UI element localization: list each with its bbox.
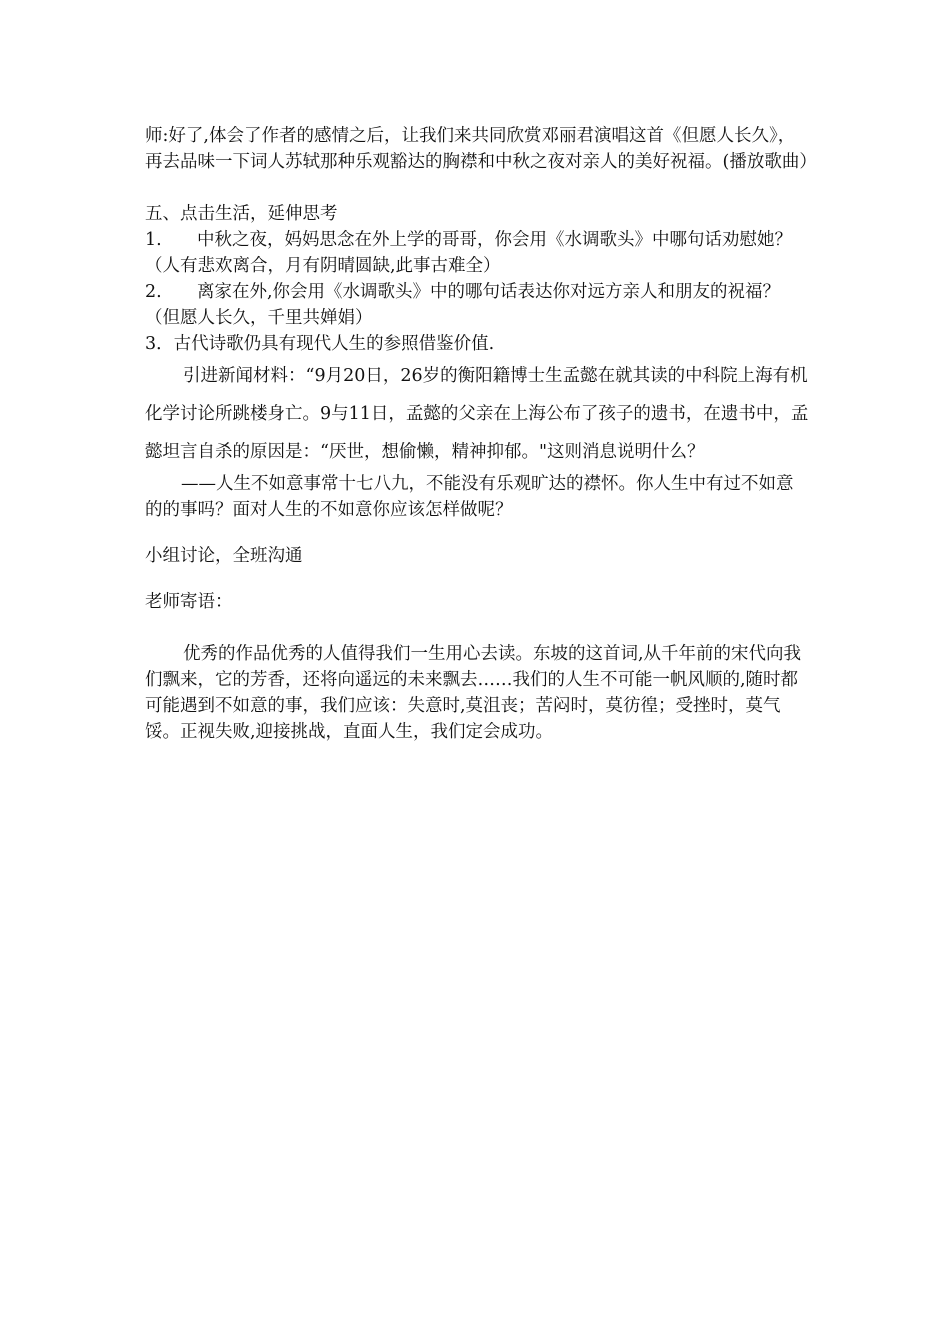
document-body <box>145 123 817 745</box>
question-1-text: 中秋之夜，妈妈思念在外上学的哥哥，你会用《水调歌头》中哪句话劝慰她？ <box>197 230 792 250</box>
question-2-number: 2. <box>145 282 162 302</box>
teacher-words-label: 老师寄语： <box>145 592 233 612</box>
reflection-paragraph: ——人生不如意事常十七八九，不能没有乐观旷达的襟怀。你人生中有过不如意的的事吗？面对人生的不如意你应该怎样做呢？ <box>145 474 794 520</box>
group-discussion: 小组讨论，全班沟通 <box>145 546 303 566</box>
question-1 <box>145 227 810 253</box>
section-heading: 五、点击生活，延伸思考 <box>145 204 338 224</box>
news-material: 引进新闻材料：“9月20日，26岁的衡阳籍博士生孟懿在就其读的中科院上海有机化学讨论所跳楼身亡。9与11日，孟懿的父亲在上海公布了孩子的遗书，在遗书中，孟懿坦言自杀的原因是：“厌世，想偷懒，精神抑郁。"这则消息说明什么？ <box>145 366 809 462</box>
question-3: 3．古代诗歌仍具有现代人生的参照借鉴价值. <box>145 334 495 354</box>
question-2-text: 离家在外,你会用《水调歌头》中的哪句话表达你对远方亲人和朋友的祝福？ <box>197 282 781 302</box>
answer-2: （但愿人长久，千里共婵娟） <box>145 308 373 328</box>
question-2 <box>145 279 810 305</box>
teacher-words-paragraph: 优秀的作品优秀的人值得我们一生用心去读。东坡的这首词,从千年前的宋代向我们飘来，它的芳香，还将向遥远的未来飘去……我们的人生不可能一帆风顺的,随时都可能遇到不如意的事，我们应该：失意时,莫沮丧；苦闷时，莫彷徨；受挫时，莫气馁。正视失败,迎接挑战，直面人生，我们定会成功。 <box>145 644 802 742</box>
question-1-number: 1. <box>145 230 162 250</box>
intro-paragraph: 师:好了,体会了作者的感情之后，让我们来共同欣赏邓丽君演唱这首《但愿人长久》，再去品味一下词人苏轼那种乐观豁达的胸襟和中秋之夜对亲人的美好祝福。(播放歌曲） <box>145 126 817 172</box>
answer-1: （人有悲欢离合，月有阴晴圆缺,此事古难全） <box>145 256 501 276</box>
